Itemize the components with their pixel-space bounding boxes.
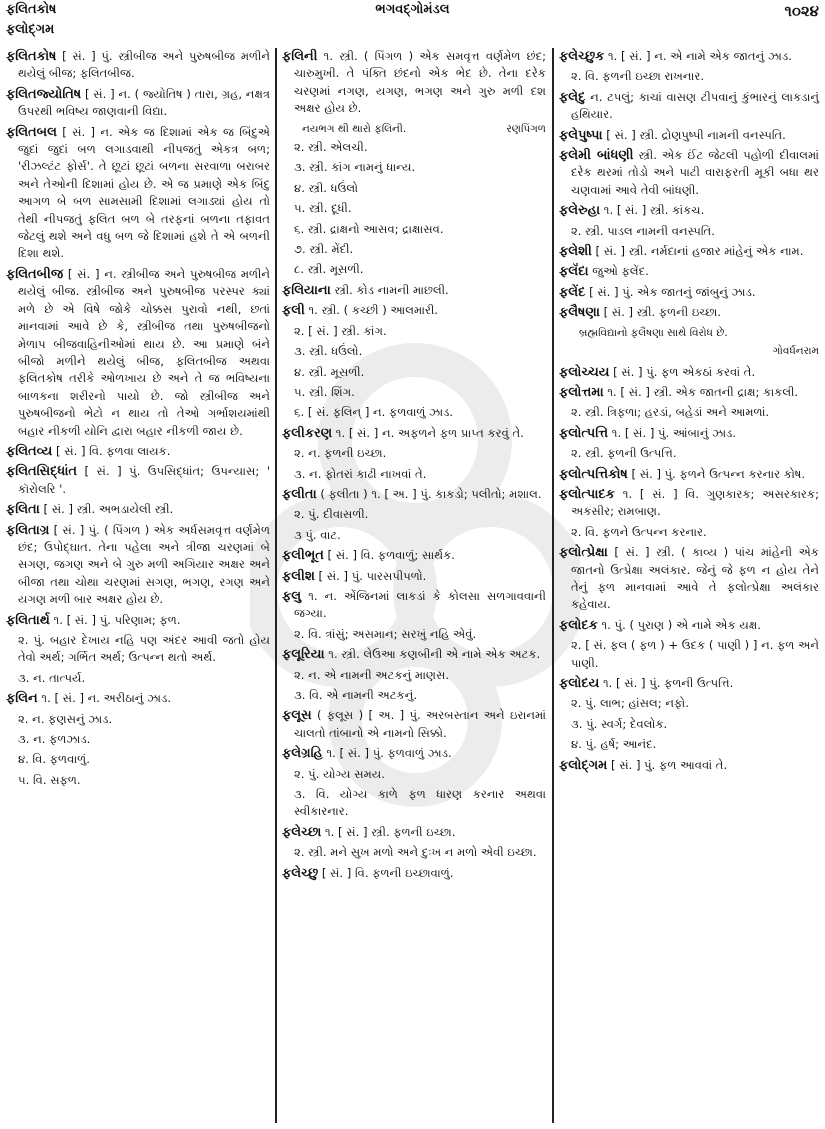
sub-sense: ૩. વિ. યોગ્ય કાળે ફળ ધારણ કરનાર અથવા સ્વીકારનાર. (294, 787, 546, 819)
sub-sense: ૫. સ્ત્રી. શિંગ. (294, 384, 355, 399)
dictionary-entry (282, 486, 546, 503)
headword: ફલોત્પત્તિ (559, 425, 609, 441)
dictionary-entry (282, 588, 546, 623)
sub-sense: ૨. ન. એ નામની અટકનું માણસ. (294, 667, 450, 682)
dictionary-entry (559, 364, 819, 381)
definition: ૧. [ સં. ] સ્ત્રી. ફળની ઇચ્છા. (321, 824, 456, 839)
definition: [ સં. ] સ્ત્રી. નર્મદાનાં હજાર માંહેનું એક નામ. (591, 244, 804, 259)
sub-sense: ૨. પું. લાભ; હાંસલ; નફો. (571, 696, 689, 711)
headword: ફલિતબલ (6, 124, 57, 140)
definition: [ સં. ] સ્ત્રી. ( કાવ્ય ) પાંચ માંહેની એક જાતનો ઉત્પ્રેક્ષા અલંકાર. જેનું જે ફળ ન હોય તેને તેનું ફળ માનવામાં આવે તે ફલોત્પ્રેક્ષા અલંકાર કહેવાય. (571, 545, 819, 612)
definition: [ સં. ] ન. સ્ત્રીબીજ અને પુરુષબીજ મળીને થયેલું બીજ. સ્ત્રીબીજ અને પુરુષબીજ પરસ્પર ક્યાં મળે છે એ વિષે જોકે ચોક્કસ પુરાવો નથી, છતાં માનવામાં આવે છે કે, સ્ત્રીબીજ તથા પુરુષબીજનો મેળાપ બીજવાહિનીઓમાં થાય છે. આ પ્રમાણે બંને બીજો મળીને થયેલું બીજ, ફલિતબીજ અથવા ફલિતકોષ તરીકે ઓળખાય છે અને તે જ ભવિષ્યના બાળકના શરીરનો પાયો છે. જો સ્ત્રીબીજ અને પુરુષબીજનો ભેટો ન થાય તો તેઓ ગર્ભાશયમાંથી બહાર નીકળી યોનિ દ્વારા બહાર નીકળી જાય છે. (18, 266, 270, 438)
headword: ફલિતજ્યોતિષ (6, 86, 82, 102)
sub-sense: ૨. વિ. ફળને ઉત્પન્ન કરનાર. (571, 524, 707, 539)
dictionary-entry (6, 266, 270, 440)
sub-sense: ૪. વિ. ફળવાળું. (18, 752, 90, 767)
definition: [ સં. ] ન. ( જ્યોતિષ ) તારા, ગ્રહ, નક્ષત્ર ઉપરથી ભવિષ્ય જાણવાની વિદ્યા. (18, 86, 270, 119)
headword: ફલુ (282, 588, 302, 604)
sub-sense: ૩ પું. વાટ. (294, 527, 341, 542)
sub-sense: ૬. સ્ત્રી. દ્રાક્ષનો આસવ; દ્રાક્ષાસવ. (294, 221, 444, 236)
sub-sense: ૮. સ્ત્રી. મૂસળી. (294, 262, 364, 277)
dictionary-entry (282, 568, 546, 585)
dictionary-entry (6, 612, 270, 629)
definition: ૧. સ્ત્રી. ( કચ્છી ) આલમારી. (304, 303, 438, 318)
dictionary-entry (559, 384, 819, 401)
sub-sense: ૩. ન. ફોતરાં કાઢી નાખવાં તે. (294, 466, 427, 481)
definition: ૧. [ સં. ] પું. ફળવાળું ઝાડ. (322, 746, 452, 761)
definition: [ સં. ] સ્ત્રી. અભડાયેલી સ્ત્રી. (39, 502, 174, 517)
headword: ફલીકરણ (282, 425, 333, 441)
sub-sense: ૨. સ્ત્રી. ફળની ઉત્પત્તિ. (571, 446, 677, 461)
quote-text: બ્રહ્મવિદ્યાનો ફલૈષણા સાથે વિરોધ છે. (579, 326, 728, 339)
sub-sense: ૭. સ્ત્રી. મેંદી. (294, 242, 354, 257)
definition: ન. ટપલું; કાચાં વાસણ ટીપવાનું કુંભારનું લાકડાનું હથિયાર. (571, 89, 819, 122)
dictionary-entry (559, 675, 819, 692)
definition: [ સં. ] પું. ફળ આવવાં તે. (607, 757, 728, 772)
headword: ફલીભૂત (282, 548, 324, 564)
column-3 (559, 48, 819, 777)
book-title: ભગવદ્ગોમંડલ (375, 2, 450, 17)
headword: ફલેચ્છુ (282, 865, 319, 881)
headword: ફલેચ્છા (282, 824, 322, 840)
dictionary-entry (559, 243, 819, 260)
page-number: ૧૦૨૪ (784, 2, 819, 20)
dictionary-entry (6, 690, 270, 707)
definition: સ્ત્રી. એક ઈંટ જેટલી પહોળી દીવાલમાં દરેક થરમાં તોડો અને પાટી વારાફરતી મૂકી બધા થર ચણવામાં આવે તેવી બાંધણી. (571, 148, 819, 197)
headword: ફલોદ્ગમ (559, 757, 608, 773)
definition: [ સં. ] વિ. ફળની ઇચ્છાવાળું. (318, 865, 454, 880)
dictionary-entry (559, 48, 819, 65)
definition: [ સં. ] ન. એક જ દિશામાં એક જ બિંદુએ જુદાં જુદાં બળ લગાડવાથી નીપજતું એકત્ર બળ; 'રીઝલ્ટંટ ફોર્સ'. તે છૂટાં છૂટાં બળના સરવાળા બરાબર અને તેઓની દિશામાં હોય છે. એ જ પ્રમાણે એક બિંદુ આગળ બે બળ સામસામી દિશામાં લગાડ્યાં હોય તો તેથી નીપજતું ફલિત બળ બે તરફનાં બળના તફાવત જેટલું થશે અને વધુ બળ જે દિશામાં હશે તે એ બળની દિશા થશે. (18, 124, 270, 261)
headword: ફલેપુષ્પા (559, 127, 603, 143)
dictionary-entry (559, 425, 819, 442)
headword: ફલેરુહા (559, 203, 601, 219)
dictionary-entry (282, 48, 546, 118)
sub-sense: ૨. પું. યોગ્ય સમય. (294, 766, 385, 781)
definition: [ સં. ] સ્ત્રી. દ્રોણપુષ્પી નામની વનસ્પતિ. (602, 127, 786, 142)
sub-sense: ૨. ન. ફણસનું ઝાડ. (18, 711, 113, 726)
sub-sense: ૨. [ સં. ફલ ( ફળ ) + ઉદક ( પાણી ) ] ન. ફળ અને પાણી. (571, 638, 819, 670)
headword: ફલોદક (559, 617, 598, 633)
headword: ફલેશી (559, 244, 592, 260)
definition: ૧. [ સં. ] પું. પરિણામ; ફળ. (49, 612, 181, 627)
definition: [ સં. ] વિ. ફળવાળું; સાર્થક. (323, 548, 455, 563)
sub-sense: ૩. સ્ત્રી. ધઉંલો. (294, 344, 363, 359)
dictionary-entry (559, 147, 819, 199)
definition: [ સં. ] વિ. ફળવા લાયક. (52, 443, 171, 458)
page-header (6, 2, 819, 42)
dictionary-entry (559, 466, 819, 483)
dictionary-entry (559, 263, 819, 280)
dictionary-entry (6, 48, 270, 83)
headword: ફલોત્પત્તિકોષ (559, 466, 628, 482)
dictionary-entry (559, 544, 819, 614)
first-guide-word: ફલિતકોષ (6, 2, 57, 17)
definition: ૧. [ સં. ] સ્ત્રી. કાંકચ. (600, 203, 705, 218)
sub-sense: ૨. સ્ત્રી. પાડલ નામની વનસ્પતિ. (571, 223, 715, 238)
usage-quote (282, 121, 546, 138)
dictionary-entry (282, 824, 546, 841)
definition: ૧. [ સં. ] સ્ત્રી. એક જાતની દ્રાક્ષ; કાકલી. (603, 384, 799, 399)
headword: ફલેગ્રહિ (282, 746, 323, 762)
headword: ફલેચ્છુક (559, 49, 605, 64)
sub-sense: ૨. સ્ત્રી. એલચી. (294, 140, 368, 155)
column-divider (552, 48, 554, 1123)
dictionary-entry (6, 522, 270, 609)
definition: સ્ત્રી. કોડ નામની માછલી. (330, 282, 449, 297)
dictionary-entry (559, 617, 819, 634)
sub-sense: ૩. ન. ફળઝાડ. (18, 732, 91, 747)
dictionary-entry (6, 501, 270, 518)
sub-sense: ૨. ન. ફળની ઇચ્છા. (294, 446, 387, 461)
definition: ૧. [ સં. ] ન. અફળને ફળ પ્રાપ્ત કરવું તે. (332, 425, 524, 440)
definition: ૧. [ સં. ] વિ. ગુણકારક; અસરકારક; અકસીર; રામબાણ. (571, 486, 819, 519)
headword: ફલોત્પાદક (559, 486, 615, 502)
headword: ફલોત્તમા (559, 384, 604, 400)
headword: ફલીશ (282, 568, 315, 584)
dictionary-entry (282, 547, 546, 564)
dictionary-entry (559, 89, 819, 124)
quote-source: રણપિંગળ (506, 122, 546, 135)
definition: [ સં. ] સ્ત્રી. ફળની ઇચ્છા. (599, 305, 721, 320)
headword: ફલેમી બાંધણી (559, 148, 634, 164)
column-divider (275, 48, 277, 1123)
definition: ૧. ન. એંજિનમાં લાકડાં કે કોલસા સળગાવવાની જગ્યા. (294, 588, 546, 621)
dictionary-entry (559, 304, 819, 321)
dictionary-entry (6, 443, 270, 460)
definition: [ સં. ] પું. ( પિંગળ ) એક અર્ધસમવૃત્ત વર્ણમેળ છંદ; ઉપોદ્ઘાત. તેના પહેલા અને ત્રીજા ચરણમાં બે સગણ, જગણ અને બે ગુરુ મળી અગિયાર અક્ષર અને બીજા તથા ચોથા ચરણમાં સગણ, ભગણ, રગણ અને યગણ મળી બાર અક્ષર હોય છે. (18, 522, 270, 607)
usage-quote (559, 325, 819, 342)
dictionary-entry (559, 127, 819, 144)
headword: ફલી (282, 303, 305, 319)
headword: ફલિતવ્ય (6, 443, 53, 459)
dictionary-entry (559, 486, 819, 521)
sub-sense: ૨. વિ. ત્રાંસું; અસમાન; સરખું નહિ એવું. (294, 626, 477, 641)
headword: ફલૅંદા (559, 264, 589, 280)
headword: ફલેદુ (559, 89, 586, 105)
sub-sense: ૨. [ સં. ] સ્ત્રી. કાંગ. (294, 323, 387, 338)
headword: ફલિતસિદ્ધાંત (6, 464, 78, 480)
sub-sense: ૪. સ્ત્રી. મૂસળી. (294, 364, 365, 379)
headword: ફલિયાના (282, 282, 331, 298)
headword: ફલિતાર્થ (6, 612, 50, 628)
headword: ફલિતાગ્ર (6, 522, 50, 538)
sub-sense: ૨. પું. બહાર દેખાય નહિ પણ અંદર આવી જતો હોય તેવો અર્થ; ગર્ભિત અર્થ; ઉત્પન્ન થતો અર્થ. (18, 633, 270, 665)
definition: ( ફલીતા ) ૧. [ અ. ] પું. કાકડો; પલીતો; મશાલ. (316, 486, 542, 501)
definition: ( ફલૂસ ) [ અ. ] પું. અરબસ્તાન અને ઇરાનમાં ચાલતો તાંબાનો એ નામનો સિક્કો. (294, 708, 546, 740)
definition: [ સં. ] પું. સ્ત્રીબીજ અને પુરુષબીજ મળીને થયેલું બીજ; ફલિતબીજ. (18, 49, 270, 81)
sub-sense: ૬. [ સં. ફલિન્ ] ન. ફળવાળું ઝાડ. (294, 405, 454, 420)
definition: ૧. સ્ત્રી. લેઉઆ કણબીની એ નામે એક અટક. (324, 647, 541, 662)
dictionary-entry (559, 284, 819, 301)
headword: ફલિન (6, 691, 38, 707)
dictionary-entry (282, 646, 546, 663)
definition: [ સં. ] પું. એક જાતનું જાંબુનું ઝાડ. (585, 284, 756, 299)
dictionary-entry (282, 302, 546, 319)
definition: [ સં. ] પું. પારસપીપળો. (314, 568, 427, 583)
dictionary-entry (282, 282, 546, 299)
quote-text: નયભગ થી થારો ફલિની. (302, 122, 407, 135)
headword: ફલિતા (6, 502, 40, 518)
sub-sense: ૩. ન. તાત્પર્ય. (18, 670, 86, 685)
sub-sense: ૩. પું. સ્વર્ગ; દેવલોક. (571, 716, 668, 731)
definition: ૧. [ સં. ] ન. એ નામે એક જાતનું ઝાડ. (604, 49, 792, 63)
dictionary-entry (6, 86, 270, 121)
definition: ૧. પું. ( પુરાણ ) એ નામે એક યક્ષ. (597, 617, 761, 632)
dictionary-entry (282, 707, 546, 742)
headword: ફલૂસ (282, 708, 312, 724)
headword: ફલોચ્ચય (559, 364, 610, 380)
headword: ફલૈષણા (559, 305, 600, 321)
headword: ફલૂરિયા (282, 647, 325, 663)
definition: [ સં. ] પું. ફળને ઉત્પન્ન કરનાર કોષ. (627, 466, 806, 481)
headword: ફલિતકોષ (6, 49, 57, 64)
dictionary-entry (6, 463, 270, 498)
definition: ૧. [ સં. ] ન. અરીઠાનું ઝાડ. (37, 691, 172, 706)
column-2 (282, 48, 546, 885)
definition: [ સં. ] પું. ઉપસિદ્ધાંત; ઉપન્યાસ; ' કૉરોલરિ '. (18, 464, 270, 496)
quote-attribution: ગોવર્ધનરામ (772, 345, 819, 358)
sub-sense: ૨. પું. દીવાસળી. (294, 507, 369, 522)
column-1 (6, 48, 270, 792)
sub-sense: ૫. સ્ત્રી. દૂધી. (294, 201, 352, 216)
definition: [ સં. ] પું. ફળ એકઠાં કરવાં તે. (609, 364, 756, 379)
sub-sense: ૨. સ્ત્રી. મને સુખ મળો અને દુઃખ ન મળો એવી ઇચ્છા. (294, 845, 537, 860)
headword: ફલીતા (282, 486, 317, 502)
sub-sense: ૪. સ્ત્રી. ધઉંલો (294, 180, 359, 195)
headword: ફલિની (282, 49, 318, 64)
dictionary-entry (282, 745, 546, 762)
definition: ૧. [ સં. ] પું. આંબાનું ઝાડ. (608, 425, 737, 440)
sub-sense: ૨. વિ. ફળની ઇચ્છા રાખનાર. (571, 69, 705, 84)
dictionary-entry (559, 757, 819, 774)
headword: ફલેંદ (559, 284, 586, 300)
sub-sense: ૩. વિ. એ નામની અટકનું. (294, 688, 418, 702)
dictionary-entry (6, 124, 270, 263)
dictionary-entry (282, 425, 546, 442)
headword: ફલિતબીજ (6, 266, 64, 282)
headword: ફલોત્પ્રેક્ષા (559, 545, 608, 561)
definition: ૧. સ્ત્રી. ( પિંગળ ) એક સમવૃત્ત વર્ણમેળ છંદ; ચારુમુખી. તે પંક્તિ છંદનો એક ભેદ છે. તેના દરેક ચરણમાં નગણ, યગણ, ભગણ અને ગુરુ મળી દશ અક્ષર હોય છે. (294, 49, 546, 116)
last-guide-word: ફલોદ્ગમ (6, 22, 55, 37)
sub-sense: ૫. વિ. સફળ. (18, 772, 81, 787)
headword: ફલોદય (559, 676, 600, 691)
definition: જુઓ ફલેંદ. (588, 264, 649, 279)
sub-sense: ૨. સ્ત્રી. ત્રિફળા; હરડાં, બહેડાં અને આમળાં. (571, 405, 770, 420)
sub-sense: ૩. સ્ત્રી. કાંગ નામનું ધાન્ય. (294, 160, 416, 175)
sub-sense: ૪. પું. હર્ષ; આનંદ. (571, 737, 657, 752)
definition: ૧. [ સં. ] પું. ફળની ઉત્પત્તિ. (599, 676, 734, 690)
dictionary-entry (559, 202, 819, 219)
dictionary-entry (282, 865, 546, 882)
